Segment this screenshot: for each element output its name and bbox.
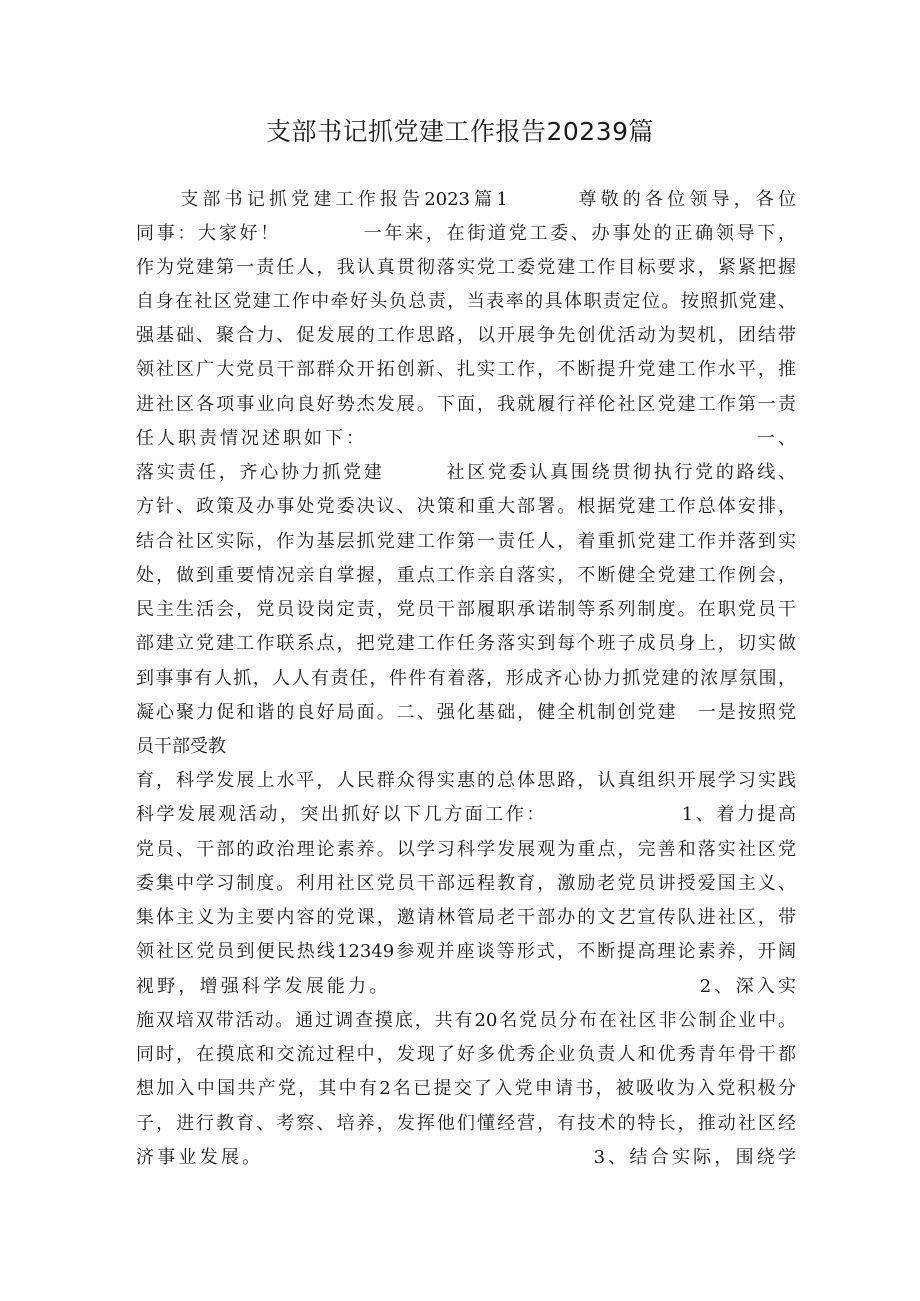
body-line: 强基础、聚合力、促发展的工作思路，以开展争先创优活动为契机，团结带: [136, 325, 796, 346]
body-line: 到事事有人抓，人人有责任，件件有着落，形成齐心协力抓党建的浓厚氛围，: [136, 668, 796, 689]
body-line: 领社区广大党员干部群众开拓创新、扎实工作，不断提升党建工作水平，推: [136, 359, 796, 380]
body-line: 科学发展观活动，突出抓好以下几方面工作： 1、着力提高: [136, 804, 796, 825]
body-line: 委集中学习制度。利用社区党员干部远程教育，激励老党员讲授爱国主义、: [136, 873, 796, 894]
body-line: 视野，增强科学发展能力。 2、深入实: [136, 976, 796, 997]
body-line: 育，科学发展上水平，人民群众得实惠的总体思路，认真组织开展学习实践: [136, 770, 796, 791]
body-line: 落实责任，齐心协力抓党建 社区党委认真围绕贯彻执行党的路线、: [136, 462, 796, 483]
body-line: 同事：大家好！ 一年来，在街道党工委、办事处的正确领导下，: [136, 223, 796, 244]
body-line: 作为党建第一责任人，我认真贯彻落实党工委党建工作目标要求，紧紧把握: [136, 257, 796, 278]
body-line: 支部书记抓党建工作报告2023篇1 尊敬的各位领导，各位: [136, 189, 796, 210]
body-line: 想加入中国共产党，其中有2名已提交了入党申请书，被吸收为入党积极分: [136, 1078, 796, 1099]
body-line: 结合社区实际，作为基层抓党建工作第一责任人，着重抓党建工作并落到实: [136, 531, 796, 552]
body-line: 施双培双带活动。通过调查摸底，共有20名党员分布在社区非公制企业中。: [136, 1010, 796, 1031]
body-line: 进社区各项事业向良好势杰发展。下面，我就履行祥伦社区党建工作第一责: [136, 394, 796, 415]
body-line: 自身在社区党建工作中牵好头负总责，当表率的具体职责定位。按照抓党建、: [136, 291, 796, 312]
body-line: 处，做到重要情况亲自掌握，重点工作亲自落实，不断健全党建工作例会，: [136, 565, 796, 586]
body-line: 济事业发展。 3、结合实际，围绕学: [136, 1147, 796, 1168]
body-line: 同时，在摸底和交流过程中，发现了好多优秀企业负责人和优秀青年骨干都: [136, 1044, 796, 1065]
body-line: 领社区党员到便民热线12349参观并座谈等形式，不断提高理论素养，开阔: [136, 941, 796, 962]
body-line: 方针、政策及办事处党委决议、决策和重大部署。根据党建工作总体安排，: [136, 496, 796, 517]
body-line: 部建立党建工作联系点，把党建工作任务落实到每个班子成员身上，切实做: [136, 633, 796, 654]
body-line: 凝心聚力促和谐的良好局面。二、强化基础，健全机制创党建 一是按照党: [136, 702, 796, 723]
body-line: 党员、干部的政治理论素养。以学习科学发展观为重点，完善和落实社区党: [136, 839, 796, 860]
body-line: 员干部受教: [136, 736, 226, 757]
body-line: 子，进行教育、考察、培养，发挥他们懂经营，有技术的特长，推动社区经: [136, 1113, 796, 1134]
body-line: 任人职责情况述职如下： 一、: [136, 428, 796, 449]
body-line: 民主生活会，党员设岗定责，党员干部履职承诺制等系列制度。在职党员干: [136, 599, 796, 620]
body-line: 集体主义为主要内容的党课，邀请林管局老干部办的文艺宣传队进社区，带: [136, 907, 796, 928]
document-title: 支部书记抓党建工作报告20239篇: [265, 117, 655, 146]
